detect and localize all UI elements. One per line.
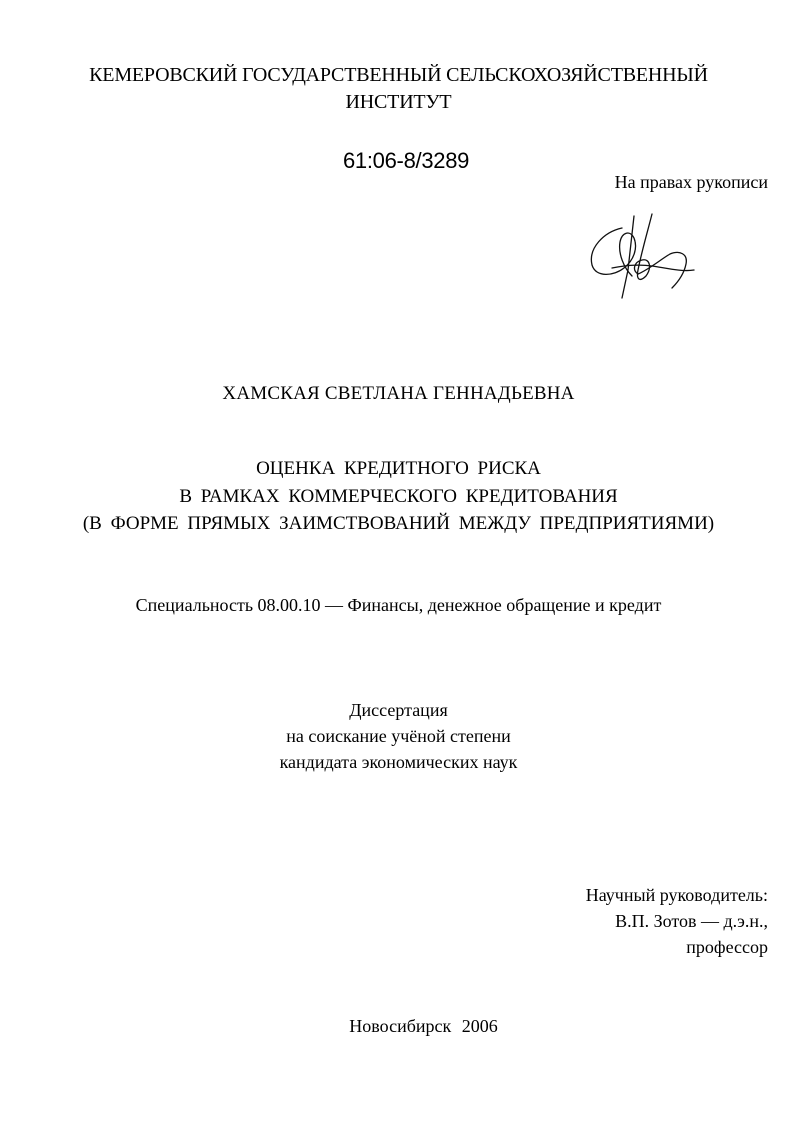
- dissertation-title-line-1: ОЦЕНКА КРЕДИТНОГО РИСКА: [256, 458, 541, 479]
- archive-code: 61:06-8/3289: [343, 148, 470, 173]
- rights-note: На правах рукописи: [614, 172, 768, 192]
- signature-icon: [582, 210, 697, 305]
- author-name: ХАМСКАЯ СВЕТЛАНА ГЕННАДЬЕВНА: [222, 383, 575, 404]
- supervisor-rank: профессор: [686, 937, 768, 957]
- institution-name-line-2: ИНСТИТУТ: [345, 91, 452, 113]
- specialty: Специальность 08.00.10 — Финансы, денежное обращение и кредит: [135, 595, 662, 615]
- dissertation-title-line-3: (В ФОРМЕ ПРЯМЫХ ЗАИМСТВОВАНИЙ МЕЖДУ ПРЕДПРИЯТИЯМИ): [82, 513, 715, 534]
- degree-line-2: на соискание учёной степени: [286, 726, 511, 746]
- degree-line-3: кандидата экономических наук: [279, 752, 518, 772]
- dissertation-title-line-2: В РАМКАХ КОММЕРЧЕСКОГО КРЕДИТОВАНИЯ: [179, 486, 618, 507]
- supervisor-label: Научный руководитель:: [585, 885, 768, 905]
- degree-line-1: Диссертация: [349, 700, 448, 720]
- city-year: Новосибирск 2006: [349, 1016, 498, 1036]
- institution-name-line-1: КЕМЕРОВСКИЙ ГОСУДАРСТВЕННЫЙ СЕЛЬСКОХОЗЯЙСТВЕННЫЙ: [89, 64, 708, 86]
- supervisor-name: В.П. Зотов — д.э.н.,: [615, 911, 768, 931]
